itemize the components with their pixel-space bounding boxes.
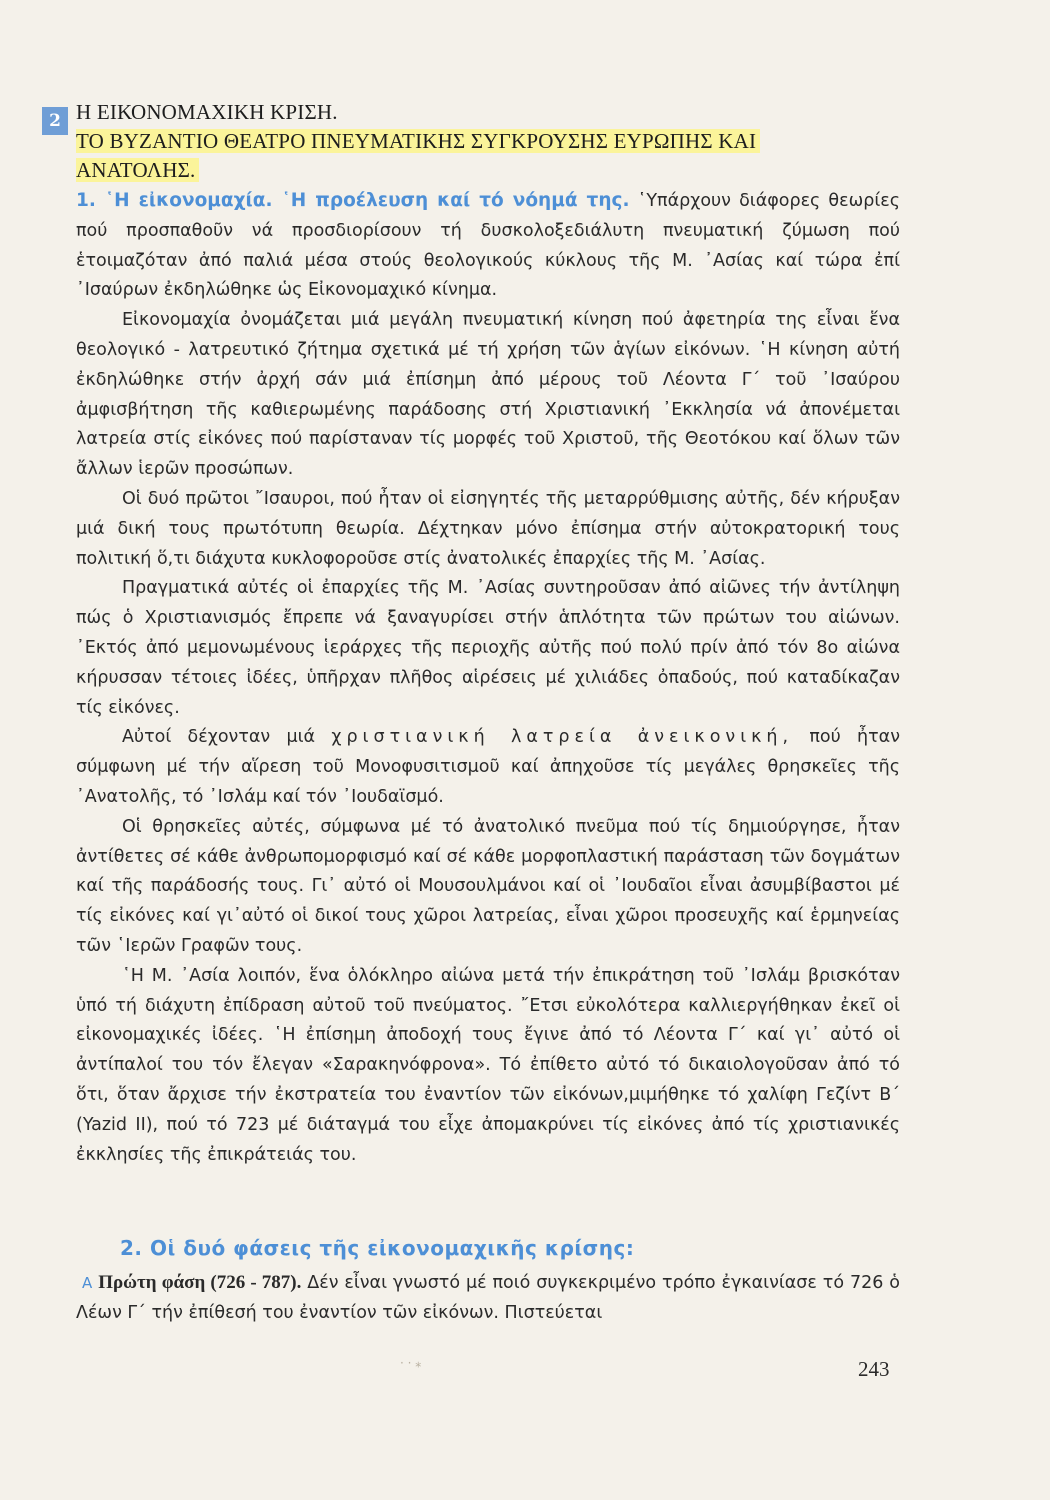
paragraph-3: Οἱ δυό πρῶτοι ῎Ισαυροι, πού ἦταν οἱ εἰσηγητές τῆς μεταρρύθμισης αὐτῆς, δέν κήρυξαν μιά δική τους πρωτότυπη θεωρία. Δέχτηκαν μόνο ἐπίσημα στήν αὐτοκρατορική τους πολιτική ὅ,τι διάχυτα κυκλοφοροῦσε στίς ἀνατολικές ἐπαρχίες τῆς Μ. ᾿Ασίας. bbox=[76, 488, 900, 569]
title-line-2-highlight: ΤΟ ΒΥΖΑΝΤΙΟ ΘΕΑΤΡΟ ΠΝΕΥΜΑΤΙΚΗΣ ΣΥΓΚΡΟΥΣΗΣ ΕΥΡΩΠΗΣ ΚΑΙ bbox=[76, 129, 760, 153]
paragraph-2: Εἰκονομαχία ὀνομάζεται μιά μεγάλη πνευματική κίνηση πού ἀφετηρία της εἶναι ἕνα θεολογικό - λατρευτικό ζήτημα σχετικά μέ τή χρήση τῶν ἁγίων εἰκόνων. ῾Η κίνηση αὐτή ἐκδηλώθηκε στήν ἀρχή σάν μιά ἐπίσημη ἀπό μέρους τοῦ Λέοντα Γ΄ τοῦ ᾿Ισαύρου ἀμφισβήτηση τῆς καθιερωμένης παράδοσης στή Χριστιανική ᾿Εκκλησία νά ἀπονέμεται λατρεία στίς εἰκόνες πού παρίσταναν τίς μορφές τοῦ Χριστοῦ, τῆς Θεοτόκου καί ὅλων τῶν ἄλλων ἱερῶν προσώπων. bbox=[76, 310, 900, 480]
section-2-heading: 2. Οἱ δυό φάσεις τῆς εἰκονομαχικῆς κρίσης: bbox=[120, 1236, 635, 1260]
paragraph-6: Οἱ θρησκεῖες αὐτές, σύμφωνα μέ τό ἀνατολικό πνεῦμα πού τίς δημιούργησε, ἦταν ἀντίθετες σέ κάθε ἀνθρωπομορφισμό καί σέ κάθε μορφοπλαστική παράσταση τῶν δογμάτων καί τῆς παράδοσής τους. Γι᾿ αὐτό οἱ Μουσουλμάνοι καί οἱ ᾿Ιουδαῖοι εἶναι ἀσυμβίβαστοι μέ τίς εἰκόνες καί γι᾿αὐτό οἱ δικοί τους χῶροι λατρείας, εἶναι χῶροι προσευχῆς καί ἑρμηνείας τῶν ῾Ιερῶν Γραφῶν τους. bbox=[76, 816, 900, 956]
chapter-title bbox=[76, 98, 936, 185]
paragraph-1-text: ῾Υπάρχουν διάφορες θεωρίες πού προσπαθοῦν νά προσδιορίσουν τή δυσκολοξεδιάλυτη πνευματική ζύμωση πού ἑτοιμαζόταν ἀπό παλιά μέσα στούς θεολογικούς κύκλους τῆς Μ. ᾿Ασίας καί τώρα ἐπί ᾿Ισαύρων ἐκδηλώθηκε ὡς Εἰκονομαχικό κίνημα. bbox=[76, 191, 901, 301]
paragraph-5 bbox=[76, 723, 900, 812]
chapter-number-badge: 2 bbox=[42, 107, 68, 135]
paragraph-5-rest: πού ἦταν σύμφωνη μέ τήν αἵρεση τοῦ Μονοφυσιτισμοῦ καί ἀπηχοῦσε τίς μεγάλες θρησκεῖες τῆς ᾿Ανατολῆς, τό ᾿Ισλάμ καί τόν ᾿Ιουδαϊσμό. bbox=[76, 727, 900, 807]
paragraph-1 bbox=[76, 186, 900, 306]
paragraph-4: Πραγματικά αὐτές οἱ ἐπαρχίες τῆς Μ. ᾿Ασίας συντηροῦσαν ἀπό αἰῶνες τήν ἀντίληψη πώς ὁ Χριστιανισμός ἔπρεπε νά ξαναγυρίσει στήν ἁπλότητα τῶν πρώτων του αἰώνων. ᾿Εκτός ἀπό μεμονωμένους ἱεράρχες τῆς περιοχῆς αὐτῆς πού πολύ πρίν ἀπό τόν 8ο αἰώνα κήρυσσαν τέτοιες ἰδέες, ὑπῆρχαν πλῆθος αἱρέσεις μέ χιλιάδες ὀπαδούς, πού καταδίκαζαν τίς εἰκόνες. bbox=[76, 578, 900, 718]
title-line-1: Η ΕΙΚΟΝΟΜΑΧΙΚΗ ΚΡΙΣΗ. bbox=[76, 100, 338, 124]
section-1-body bbox=[76, 186, 900, 1170]
title-line-2 bbox=[76, 127, 936, 156]
phase-a-bullet: Α bbox=[82, 1274, 93, 1292]
paragraph-5-start: Αὐτοί δέχονταν μιά bbox=[122, 727, 332, 748]
phase-a-text: Δέν εἶναι γνωστό μέ ποιό συγκεκριμένο τρόπο ἐγκαινίασε τό 726 ὁ Λέων Γ΄ τήν ἐπίθεσή του ἐναντίον τῶν εἰκόνων. Πιστεύεται bbox=[76, 1273, 900, 1323]
print-speck-marks: · · ⁎ bbox=[400, 1356, 422, 1370]
paragraph-5-spaced-emphasis: χριστιανική λατρεία ἀνεικονική, bbox=[331, 727, 794, 748]
section-1-heading: 1. ῾Η εἰκονομαχία. ῾Η προέλευση καί τό νόημά της. bbox=[76, 190, 630, 211]
title-line-3 bbox=[76, 156, 936, 185]
section-2-body bbox=[76, 1268, 900, 1329]
title-line-3-highlight: ΑΝΑΤΟΛΗΣ. bbox=[76, 158, 199, 182]
page-number: 243 bbox=[858, 1357, 890, 1381]
phase-a-paragraph bbox=[76, 1268, 900, 1329]
phase-a-label: Πρώτη φάση (726 - 787). bbox=[98, 1272, 302, 1293]
paragraph-7: ῾Η Μ. ᾿Ασία λοιπόν, ἕνα ὁλόκληρο αἰώνα μετά τήν ἐπικράτηση τοῦ ᾿Ισλάμ βρισκόταν ὑπό τή διάχυτη ἐπίδραση αὐτοῦ τοῦ πνεύματος. ῎Ετσι εὐκολότερα καλλιεργήθηκαν ἐκεῖ οἱ εἰκονομαχικές ἰδέες. ῾Η ἐπίσημη ἀποδοχή τους ἔγινε ἀπό τό Λέοντα Γ΄ καί γι᾿ αὐτό οἱ ἀντίπαλοί του τόν ἔλεγαν «Σαρακηνόφρονα». Τό ἐπίθετο αὐτό τό δικαιολογοῦσαν ἀπό τό ὅτι, ὅταν ἄρχισε τήν ἐκστρατεία του ἐναντίον τῶν εἰκόνων,μιμήθηκε τό χαλίφη Γεζίντ Β΄ (Yazid II), πού τό 723 μέ διάταγμά του εἶχε ἀπομακρύνει τίς εἰκόνες ἀπό τίς χριστιανικές ἐκκλησίες τῆς ἐπικράτειάς του. bbox=[76, 965, 900, 1165]
